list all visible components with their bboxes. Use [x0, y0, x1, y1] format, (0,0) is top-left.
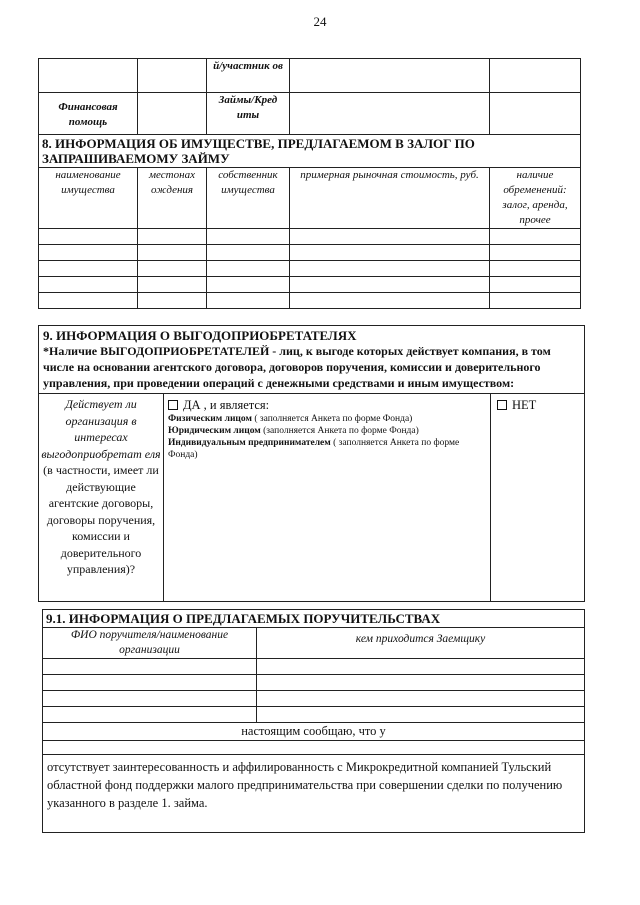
yes-label: ДА , и является: [183, 398, 270, 412]
section91-header-row [43, 628, 585, 659]
header-relation: кем приходится Заемщику [257, 628, 585, 659]
yes-option-cell[interactable] [164, 394, 491, 602]
table-row [39, 229, 581, 245]
section9-answer-row [39, 394, 585, 602]
guarantees-table [42, 609, 585, 833]
section8-header-row [39, 168, 581, 229]
table-row [39, 93, 581, 135]
page-number: 24 [313, 14, 327, 29]
table-row [39, 293, 581, 309]
yes-checkbox-icon[interactable] [168, 400, 178, 410]
section91-title-row [43, 610, 585, 628]
no-label: НЕТ [512, 398, 537, 412]
table-row [39, 59, 581, 93]
table-row [39, 245, 581, 261]
financial-aid-cell: Финансовая помощь [39, 93, 138, 135]
section9-title: 9. ИНФОРМАЦИЯ О ВЫГОДОПРИОБРЕТАТЕЛЯХ [43, 328, 357, 343]
participants-cell: й/участник ов [207, 59, 290, 93]
option-individual: Физическим лицом ( заполняется Анкета по форме Фонда) [168, 414, 413, 424]
property-table [38, 58, 581, 309]
beneficiary-question: Действует ли организация в интересах выгодоприобретат еля (в частности, имеет ли действующие агентские договоры, договоры поручения, комиссии и доверительного управления)? [39, 394, 164, 602]
header-location: местонах ождения [138, 168, 207, 229]
header-property-name: наименование имущества [39, 168, 138, 229]
statement-body: отсутствует заинтересованность и аффилированность с Микрокредитной компанией Тульский областной фонд поддержки малого предпринимательства при совершении сделки по получению указанного в разделе 1. займа. [43, 755, 585, 833]
section9-note: *Наличие ВЫГОДОПРИОБРЕТАТЕЛЕЙ - лиц, к выгоде которых действует компания, в том числе на основании агентского договора, договоров поручения, комиссии и доверительного управления, при проведении операций с денежными средствами и иным имуществом: [43, 344, 551, 390]
no-option-cell[interactable] [491, 394, 585, 602]
table-row [43, 675, 585, 691]
header-owner: собственник имущества [207, 168, 290, 229]
header-market-value: примерная рыночная стоимость, руб. [290, 168, 490, 229]
option-entrepreneur: Индивидуальным предпринимателем ( заполняется Анкета по форме Фонда) [168, 438, 460, 460]
table-row [43, 723, 585, 741]
section91-title: 9.1. ИНФОРМАЦИЯ О ПРЕДЛАГАЕМЫХ ПОРУЧИТЕЛЬСТВАХ [43, 610, 585, 628]
statement-head: настоящим сообщаю, что у [43, 723, 585, 741]
table-row [43, 691, 585, 707]
table-row [39, 261, 581, 277]
table-row [43, 659, 585, 675]
no-checkbox-icon[interactable] [497, 400, 507, 410]
loans-cell: Займы/Кред иты [207, 93, 290, 135]
beneficiaries-table [38, 325, 585, 602]
table-row [43, 707, 585, 723]
table-row [43, 755, 585, 833]
section9-title-row [39, 326, 585, 394]
header-guarantor-name: ФИО поручителя/наименование организации [43, 628, 257, 659]
table-row [39, 277, 581, 293]
header-encumbrances: наличие обременений: залог, аренда, прочее [490, 168, 581, 229]
section8-title-row [39, 135, 581, 168]
option-legal-entity: Юридическим лицом (заполняется Анкета по форме Фонда) [168, 426, 419, 436]
table-row [43, 741, 585, 755]
section8-title: 8. ИНФОРМАЦИЯ ОБ ИМУЩЕСТВЕ, ПРЕДЛАГАЕМОМ В ЗАЛОГ ПО ЗАПРАШИВАЕМОМУ ЗАЙМУ [39, 135, 581, 168]
